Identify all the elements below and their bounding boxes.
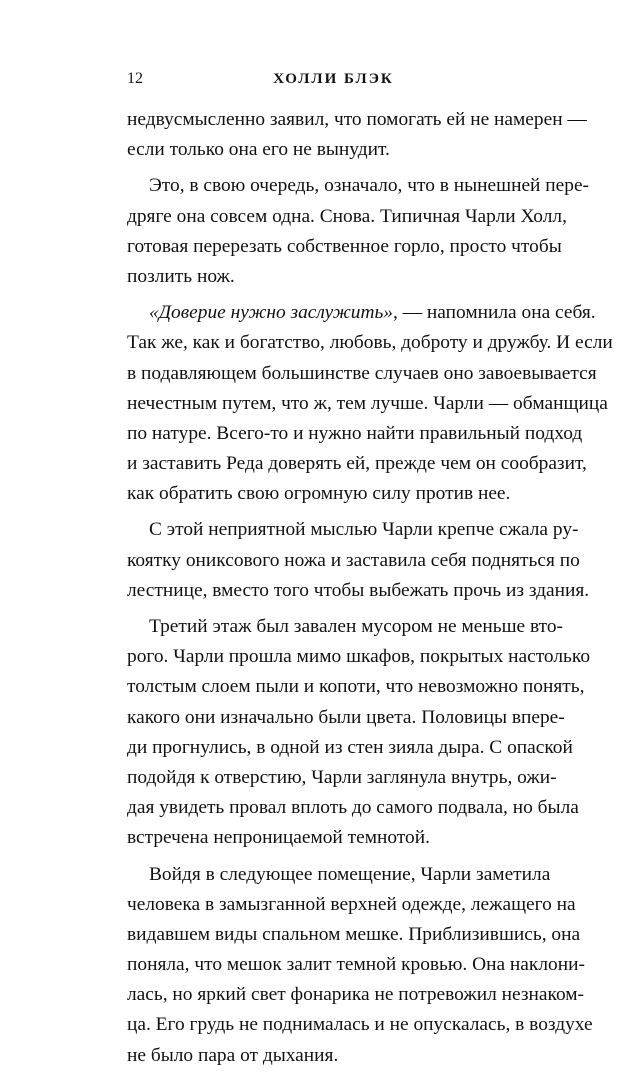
text-line: нечестным путем, что ж, тем лучше. Чарли — обманщица	[127, 392, 608, 414]
text-line: позлить нож.	[127, 265, 235, 287]
text-line: С этой неприятной мыслью Чарли крепче сжала ру-	[149, 519, 579, 541]
text-line: и заставить Реда доверять ей, прежде чем он сообразит,	[127, 453, 587, 475]
paragraph	[127, 298, 613, 509]
text-line: Третий этаж был завален мусором не меньше вто-	[149, 616, 564, 637]
text-line: ца. Его грудь не поднималась и не опускалась, в воздухе	[127, 1014, 593, 1036]
text-line: коятку ониксового ножа и заставила себя подняться по	[127, 549, 580, 571]
text-line: по натуре. Всего-то и нужно найти правильный подход	[127, 422, 583, 444]
text-line: встречена непроницаемой темнотой.	[127, 827, 430, 849]
page-header	[127, 66, 540, 92]
paragraph	[127, 860, 593, 1071]
text-line: лась, но яркий свет фонарика не потревожил незнаком-	[127, 984, 585, 1006]
paragraph	[127, 515, 590, 606]
body-text	[127, 105, 613, 1077]
text-run: , — напомнила она себя.	[392, 302, 596, 324]
text-line: лестнице, вместо того чтобы выбежать прочь из здания.	[127, 579, 590, 601]
text-line: готовая перерезать собственное горло, просто чтобы	[127, 235, 562, 257]
page-number: 12	[127, 70, 143, 87]
text-line: недвусмысленно заявил, что помогать ей не намерен —	[127, 109, 587, 130]
paragraph	[127, 612, 591, 854]
text-line: поняла, что мешок залит темной кровью. Она наклони-	[127, 954, 585, 976]
text-line: в подавляющем большинстве случаев оно завоевывается	[127, 362, 597, 384]
text-line: подойдя к отверстию, Чарли заглянула внутрь, ожи-	[127, 766, 557, 788]
text-line: толстым слоем пыли и копоти, что невозможно понять,	[127, 676, 585, 698]
italic-quote: «Доверие нужно заслужить»	[149, 302, 393, 324]
text-line	[127, 298, 596, 328]
text-line: Так же, как и богатство, любовь, доброту и дружбу. И если	[127, 332, 613, 354]
text-line: не было пара от дыхания.	[127, 1044, 339, 1066]
paragraph	[127, 105, 587, 165]
text-line: видавшем виды спальном мешке. Приблизившись, она	[127, 923, 581, 945]
text-line: дряге она совсем одна. Снова. Типичная Чарли Холл,	[127, 205, 567, 227]
text-line: Это, в свою очередь, означало, что в нынешней пере-	[149, 175, 590, 197]
text-line: дая увидеть провал вплоть до самого подвала, но была	[127, 797, 579, 819]
text-line: как обратить свою огромную силу против нее.	[127, 483, 511, 505]
text-line: какого они изначально были цвета. Половицы впере-	[127, 706, 565, 728]
text-line: рого. Чарли прошла мимо шкафов, покрытых настолько	[127, 646, 591, 668]
running-head: ХОЛЛИ БЛЭК	[273, 71, 394, 87]
text-line: если только она его не вынудит.	[127, 139, 390, 161]
text-line: человека в замызганной верхней одежде, лежащего на	[127, 893, 576, 915]
paragraph	[127, 171, 590, 292]
text-line: ди прогнулись, в одной из стен зияла дыра. С опаской	[127, 736, 573, 758]
text-line: Войдя в следующее помещение, Чарли заметила	[149, 863, 551, 885]
